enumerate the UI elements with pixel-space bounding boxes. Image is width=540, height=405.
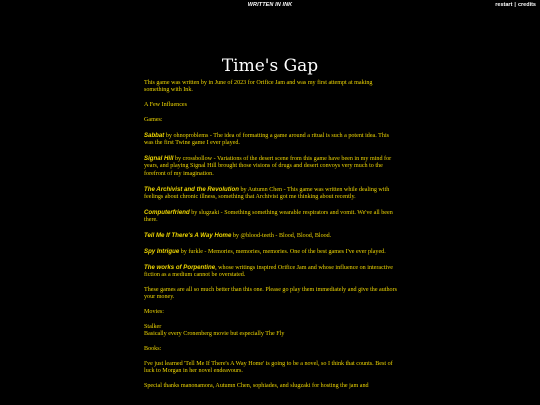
game-entry bbox=[144, 209, 399, 225]
game-title: Computerfriend bbox=[144, 208, 190, 216]
movie-item: Stalker bbox=[144, 323, 162, 330]
game-entry bbox=[144, 232, 399, 240]
credits-link[interactable]: credits bbox=[517, 2, 536, 8]
games-heading: Games: bbox=[144, 117, 163, 123]
thanks-paragraph: Special thanks manonamora, Autumn Chen, sophiades, and slugzaki for hosting the jam and bbox=[144, 383, 369, 390]
movies-heading: Movies: bbox=[144, 309, 164, 316]
game-description: by crossbollow - Variations of the desert scene from this game have been in my mind for years, and playing Signal Hill brought those visions of drugs and desert convoys very much to the forefront of my imagination. bbox=[144, 156, 392, 177]
books-paragraph: I've just learned 'Tell Me If There's A Way Home' is going to be a novel, so I think that counts. Best of luck to Morgan in her novel endeavours. bbox=[144, 360, 393, 375]
intro-paragraph: This game was written by in June of 2023 for Orifice Jam and was my first attempt at making something with Ink. bbox=[144, 80, 373, 94]
game-title: Tell Me If There's A Way Home bbox=[144, 232, 232, 240]
movie-item: Basically every Cronenberg movie but especially The Fly bbox=[144, 331, 285, 338]
game-entry bbox=[144, 248, 399, 256]
game-title: Spy Intrigue bbox=[144, 247, 180, 255]
game-description: by ohnoproblems - The idea of formatting a game around a ritual is such a potent idea. This was the first Twine game I ever played. bbox=[144, 132, 390, 147]
game-description: by furkle - Memories, memories, memories. One of the best games I've ever played. bbox=[179, 248, 386, 255]
game-entry bbox=[144, 186, 399, 202]
game-title: The Archivist and the Revolution bbox=[144, 185, 239, 193]
game-entry bbox=[144, 132, 399, 148]
top-nav bbox=[495, 2, 536, 8]
restart-link[interactable]: restart bbox=[495, 2, 513, 8]
game-title: The works of Porpentine bbox=[144, 263, 216, 271]
books-heading: Books: bbox=[144, 346, 162, 353]
game-title: Signal Hill bbox=[144, 155, 174, 162]
top-bar bbox=[0, 0, 540, 10]
game-description: by Autumn Chen - This game was written while dealing with feelings about chronic illness, something that Archivist got me thinking about recently. bbox=[144, 186, 390, 201]
game-description: , whose writings inspired Orifice Jam and whose influence on interactive fiction as a medium cannot be overstated. bbox=[144, 264, 393, 279]
page-title: Time's Gap bbox=[221, 56, 319, 76]
game-description: by slugzaki - Something something wearable respirators and vomit. We've all been there. bbox=[144, 209, 393, 224]
game-title: Sabbat bbox=[144, 131, 165, 139]
written-in-ink-link[interactable]: WRITTEN IN INK bbox=[247, 2, 293, 8]
games-outro: These games are all so much better than this one. Please go play them immediately and give the authors your money. bbox=[144, 286, 397, 301]
game-description: by @blood-teeth - Blood, Blood, Blood. bbox=[231, 233, 332, 240]
influences-heading: A Few Influences bbox=[144, 102, 187, 109]
story-text bbox=[144, 80, 399, 398]
game-entry bbox=[144, 264, 399, 280]
nav-separator: | bbox=[514, 2, 516, 8]
movies-list bbox=[144, 324, 399, 339]
game-entry bbox=[144, 155, 399, 178]
